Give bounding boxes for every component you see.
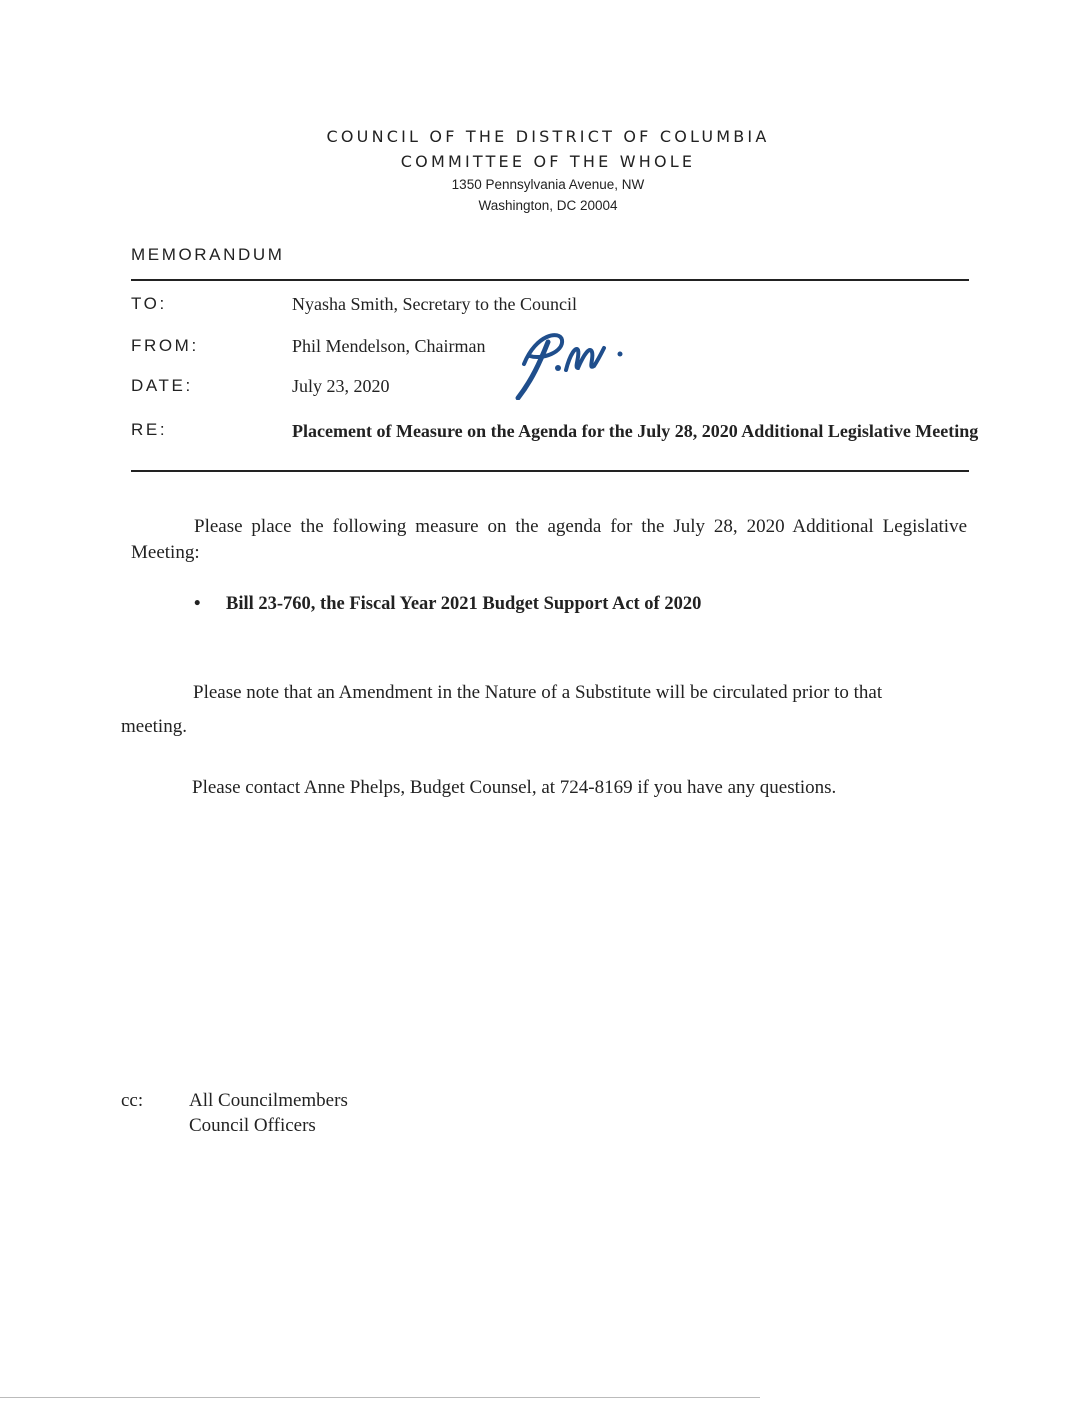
- re-label: RE:: [131, 420, 168, 439]
- intro-paragraph: Please place the following measure on the agenda for the July 28, 2020 Additional Legislative Meeting:: [131, 516, 967, 563]
- contact-paragraph: Please contact Anne Phelps, Budget Counsel, at 724-8169 if you have any questions.: [192, 777, 837, 798]
- header-top-rule: [131, 279, 969, 281]
- to-label: TO:: [131, 294, 167, 313]
- date-value: July 23, 2020: [292, 376, 390, 396]
- handwritten-signature: [504, 324, 644, 400]
- re-value: Placement of Measure on the Agenda for the July 28, 2020 Additional Legislative Meeting: [292, 421, 979, 441]
- measure-title: Bill 23-760, the Fiscal Year 2021 Budget Support Act of 2020: [226, 594, 702, 614]
- org-name: COUNCIL OF THE DISTRICT OF COLUMBIA: [326, 127, 770, 146]
- from-value: Phil Mendelson, Chairman: [292, 336, 486, 356]
- committee-name: COMMITTEE OF THE WHOLE: [400, 152, 696, 171]
- cc-label: cc:: [121, 1090, 144, 1111]
- memorandum-heading: MEMORANDUM: [131, 245, 285, 264]
- measure-list-item: [194, 594, 701, 615]
- amendment-note-paragraph: Please note that an Amendment in the Nature of a Substitute will be circulated prior to that meeting.: [121, 682, 883, 737]
- from-label: FROM:: [131, 336, 199, 355]
- header-bottom-rule: [131, 470, 969, 472]
- cc-recipients: [189, 1088, 348, 1138]
- address-city: Washington, DC 20004: [478, 198, 618, 213]
- address-street: 1350 Pennsylvania Avenue, NW: [451, 177, 645, 192]
- cc-recipient: Council Officers: [189, 1115, 316, 1136]
- date-label: DATE:: [131, 376, 193, 395]
- bullet-icon: •: [194, 594, 201, 614]
- scan-edge-line: [0, 1397, 760, 1398]
- to-value: Nyasha Smith, Secretary to the Council: [292, 294, 577, 314]
- letterhead: [0, 124, 1088, 216]
- cc-recipient: All Councilmembers: [189, 1090, 348, 1111]
